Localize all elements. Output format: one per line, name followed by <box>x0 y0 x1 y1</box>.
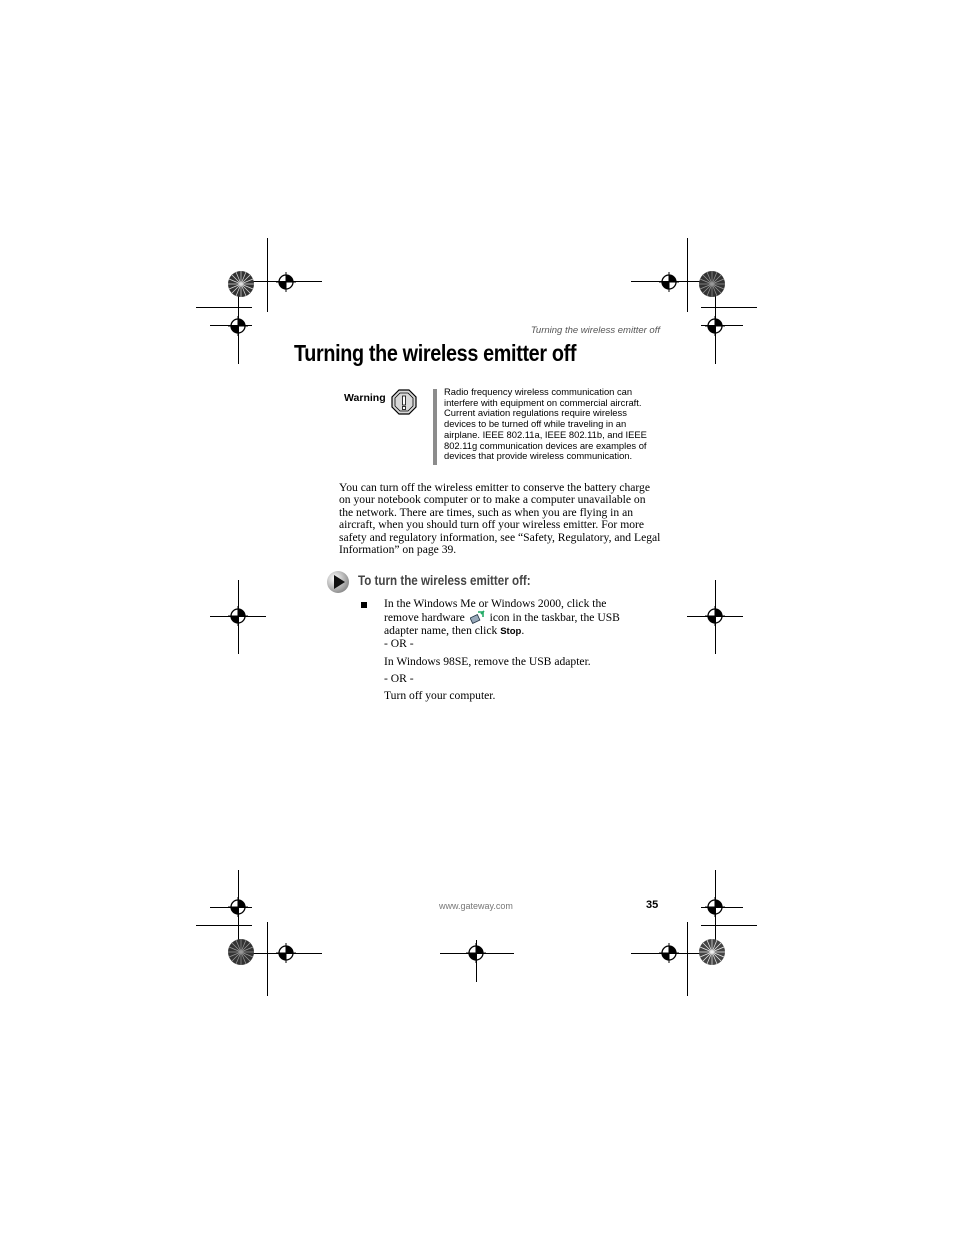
star-target-icon <box>698 270 726 298</box>
step-2-text: In Windows 98SE, remove the USB adapter. <box>384 655 591 668</box>
star-target-icon <box>227 270 255 298</box>
step-1-part-b: icon in the taskbar, the USB adapter name, then click <box>384 611 620 637</box>
registration-target-icon <box>659 272 679 292</box>
registration-target-icon <box>705 606 725 626</box>
registration-target-icon <box>276 272 296 292</box>
registration-target-icon <box>228 316 248 336</box>
warning-label: Warning <box>344 392 386 404</box>
warning-divider <box>433 389 437 465</box>
step-1-text <box>384 598 644 638</box>
crop-line <box>267 922 268 996</box>
crop-line <box>196 925 252 926</box>
body-paragraph: You can turn off the wireless emitter to conserve the battery charge on your notebook computer or to make a computer unavailable on the network. There are times, such as when you are flying in an aircraft, when you should turn off your wireless emitter. For more safety and regulatory information, see “Safety, Regulatory, and Legal Information” on page 39. <box>339 481 661 557</box>
star-target-icon <box>227 938 255 966</box>
registration-target-icon <box>466 943 486 963</box>
or-separator: - OR - <box>384 637 414 650</box>
running-head: Turning the wireless emitter off <box>530 325 660 336</box>
step-1-end: . <box>521 623 525 637</box>
footer-url: www.gateway.com <box>439 901 513 911</box>
remove-hardware-icon <box>470 610 485 624</box>
crop-line <box>701 307 757 308</box>
registration-target-icon <box>228 606 248 626</box>
crop-line <box>267 238 268 312</box>
crop-line <box>687 238 688 312</box>
crop-line <box>701 925 757 926</box>
page-number: 35 <box>646 899 659 911</box>
procedure-heading: To turn the wireless emitter off: <box>358 573 531 588</box>
exclamation-icon <box>391 389 417 415</box>
step-1-part-a: In the Windows Me or Windows 2000, click the remove hardware <box>384 597 607 625</box>
crop-line <box>196 307 252 308</box>
registration-target-icon <box>705 897 725 917</box>
registration-target-icon <box>276 943 296 963</box>
bullet-icon <box>361 602 367 608</box>
registration-target-icon <box>228 897 248 917</box>
page-title: Turning the wireless emitter off <box>294 340 577 366</box>
crop-line <box>687 922 688 996</box>
or-separator: - OR - <box>384 672 414 685</box>
registration-target-icon <box>705 316 725 336</box>
step-3-text: Turn off your computer. <box>384 689 496 702</box>
play-arrow-icon <box>326 570 350 594</box>
registration-target-icon <box>659 943 679 963</box>
stop-command: Stop <box>500 625 522 637</box>
warning-text: Radio frequency wireless communication can interfere with equipment on commercial aircraft. Current aviation regulations require wireless devices to be turned off while traveling in an airplane. IEEE 802.11a, IEEE 802.11b, and IEEE 802.11g communication devices are examples of devices that provide wireless communication. <box>444 386 647 462</box>
star-target-icon <box>698 938 726 966</box>
